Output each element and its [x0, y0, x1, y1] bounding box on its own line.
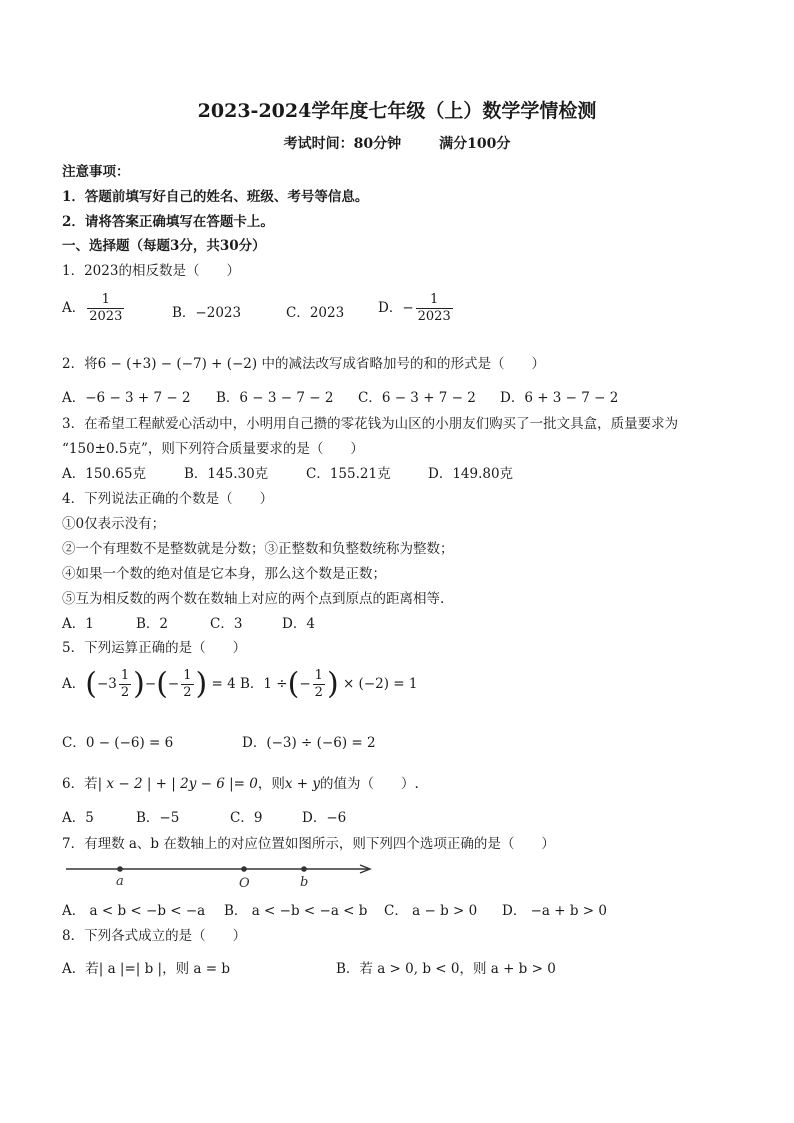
q8-option-b: B．若 a > 0, b < 0，则 a + b > 0: [336, 961, 556, 977]
q4-statement-3: ④如果一个数的绝对值是它本身，那么这个数是正数；: [62, 566, 386, 582]
notes-heading: 注意事项：: [62, 164, 130, 180]
q2-option-c: C．6 − 3 + 7 − 2: [358, 390, 476, 406]
q1-option-d: D．− $\frac{1}{2023}$: [378, 292, 451, 324]
point-b: [301, 866, 307, 872]
question-4-stem: 4．下列说法正确的个数是（ ）: [62, 491, 274, 507]
q3-option-c: C．155.21克: [306, 466, 391, 482]
note-item-1: 1．答题前填写好自己的姓名、班级、考号等信息。: [62, 189, 369, 205]
exam-score: 满分100分: [439, 136, 511, 152]
question-3-stem-line1: 3．在希望工程献爱心活动中，小明用自己攒的零花钱为山区的小朋友们购买了一批文具盒，质量要求为: [62, 416, 679, 432]
fraction: $\frac{1}{2023}$: [417, 292, 451, 324]
q5-option-b: B．1 ÷(− $\frac{1}{2}$ ) × (−2) = 1: [240, 666, 418, 702]
q7-option-c: C． a − b > 0: [384, 903, 478, 919]
number-line-figure: [62, 857, 382, 891]
q6-option-a: A．5: [62, 810, 94, 826]
q4-option-d: D．4: [282, 616, 315, 632]
question-5-stem: 5．下列运算正确的是（ ）: [62, 640, 247, 656]
exam-info: [0, 133, 794, 153]
fraction: $\frac{1}{2}$: [183, 668, 192, 700]
q4-option-a: A．1: [62, 616, 94, 632]
q1-option-a: A． $\frac{1}{2023}$: [62, 292, 123, 324]
q1-option-c: C．2023: [286, 305, 345, 321]
note-item-2: 2．请将答案正确填写在答题卡上。: [62, 214, 274, 230]
question-3-stem-line2: “150±0.5克”，则下列符合质量要求的是（ ）: [62, 441, 364, 457]
q7-option-a: A． a < b < −b < −a: [62, 903, 206, 919]
q4-statement-1: ①0仅表示没有；: [62, 516, 166, 532]
exam-time: 考试时间：80分钟: [283, 136, 402, 152]
question-7-stem: 7．有理数 a、b 在数轴上的对应位置如图所示，则下列四个选项正确的是（ ）: [62, 836, 555, 852]
question-6-stem: 6．若| x − 2 | + | 2y − 6 |= 0，则x + y的值为（ ）.: [62, 776, 419, 792]
fraction: $\frac{1}{2}$: [120, 668, 130, 700]
question-8-stem: 8．下列各式成立的是（ ）: [62, 928, 247, 944]
label-a: a: [116, 874, 124, 889]
q2-option-a: A．−6 − 3 + 7 − 2: [62, 390, 191, 406]
label-origin: O: [239, 876, 250, 891]
q5-option-a: A．(−3 $\frac{1}{2}$ )−(− $\frac{1}{2}$ ) = 4: [62, 666, 236, 702]
page-title: 2023-2024学年度七年级（上）数学学情检测: [197, 100, 597, 122]
section-heading: 一、选择题（每题3分，共30分）: [62, 238, 266, 254]
question-2-stem: 2．将6 − (+3) − (−7) + (−2) 中的减法改写成省略加号的和的形式是（ ）: [62, 356, 545, 372]
q2-option-b: B．6 − 3 − 7 − 2: [216, 390, 334, 406]
q6-option-b: B．−5: [136, 810, 180, 826]
q6-option-c: C．9: [230, 810, 263, 826]
q7-option-b: B． a < −b < −a < b: [224, 903, 368, 919]
fraction: $\frac{1}{2023}$: [89, 292, 123, 324]
question-1-stem: 1．2023的相反数是（ ）: [62, 263, 240, 279]
q4-statement-4: ⑤互为相反数的两个数在数轴上对应的两个点到原点的距离相等.: [62, 591, 445, 607]
point-a: [117, 866, 123, 872]
q2-option-d: D．6 + 3 − 7 − 2: [500, 390, 619, 406]
q6-option-d: D．−6: [302, 810, 347, 826]
fraction: $\frac{1}{2}$: [314, 668, 323, 700]
q3-option-a: A．150.65克: [62, 466, 146, 482]
q4-option-b: B．2: [136, 616, 169, 632]
q4-statement-2: ②一个有理数不是整数就是分数；③正整数和负整数统称为整数；: [62, 541, 454, 557]
label-b: b: [300, 875, 309, 890]
q3-option-b: B．145.30克: [184, 466, 269, 482]
q7-option-d: D． −a + b > 0: [502, 903, 607, 919]
q4-option-c: C．3: [210, 616, 243, 632]
q5-option-c: C．0 − (−6) = 6: [62, 735, 174, 751]
q5-option-d: D．(−3) ÷ (−6) = 2: [242, 735, 376, 751]
q8-option-a: A．若| a |=| b |，则 a = b: [62, 961, 230, 977]
point-origin: [241, 866, 247, 872]
q3-option-d: D．149.80克: [428, 466, 514, 482]
q1-option-b: B．−2023: [172, 305, 242, 321]
